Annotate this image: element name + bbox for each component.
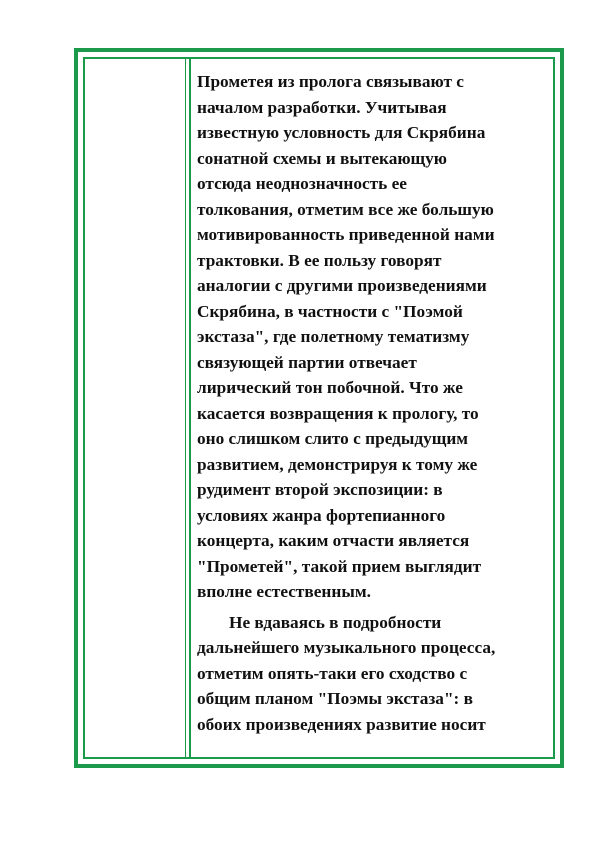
text-line: Прометея из пролога связывают с: [197, 72, 464, 91]
text-line: концерта, каким отчасти является: [197, 531, 470, 550]
text-line: общим планом "Поэмы экстаза": в: [197, 689, 473, 708]
text-line: касается возвращения к прологу, то: [197, 403, 479, 423]
text-line: мотивированность приведенной нами: [197, 225, 495, 244]
text-line: Скрябина, в частности с "Поэмой: [197, 301, 463, 321]
body-text: [197, 69, 552, 737]
text-line: отметим опять-таки его сходство с: [197, 663, 468, 683]
text-line: отсюда неоднозначность ее: [197, 174, 407, 193]
page-border-outer: [74, 48, 564, 768]
text-line: аналогии с другими произведениями: [197, 276, 487, 295]
text-line: трактовки. В ее пользу говорят: [197, 250, 442, 270]
text-line: экстаза", где полетному тематизму: [197, 327, 470, 346]
text-line: сонатной схемы и вытекающую: [197, 148, 447, 168]
text-line: рудимент второй экспозиции: в: [197, 480, 443, 499]
text-line: началом разработки. Учитывая: [197, 97, 447, 117]
text-line: связующей партии отвечает: [197, 352, 417, 372]
text-line: Не вдаваясь в подробности: [229, 612, 442, 632]
text-line: лирический тон побочной. Что же: [197, 378, 463, 397]
left-margin-column: [85, 59, 191, 757]
paragraph-1: [197, 69, 552, 605]
text-line: оно слишком слито с предыдущим: [197, 429, 469, 448]
text-line: развитием, демонстрируя к тому же: [197, 454, 478, 474]
page-border-inner: [83, 57, 555, 759]
paragraph-2: [197, 610, 552, 738]
text-line: обоих произведениях развитие носит: [197, 714, 486, 734]
text-line: дальнейшего музыкального процесса,: [197, 638, 496, 657]
text-line: известную условность для Скрябина: [197, 123, 486, 142]
text-line: "Прометей", такой прием выглядит: [197, 556, 482, 576]
text-line: вполне естественным.: [197, 582, 371, 601]
text-line: толкования, отметим все же большую: [197, 199, 494, 219]
text-line: условиях жанра фортепианного: [197, 505, 446, 525]
